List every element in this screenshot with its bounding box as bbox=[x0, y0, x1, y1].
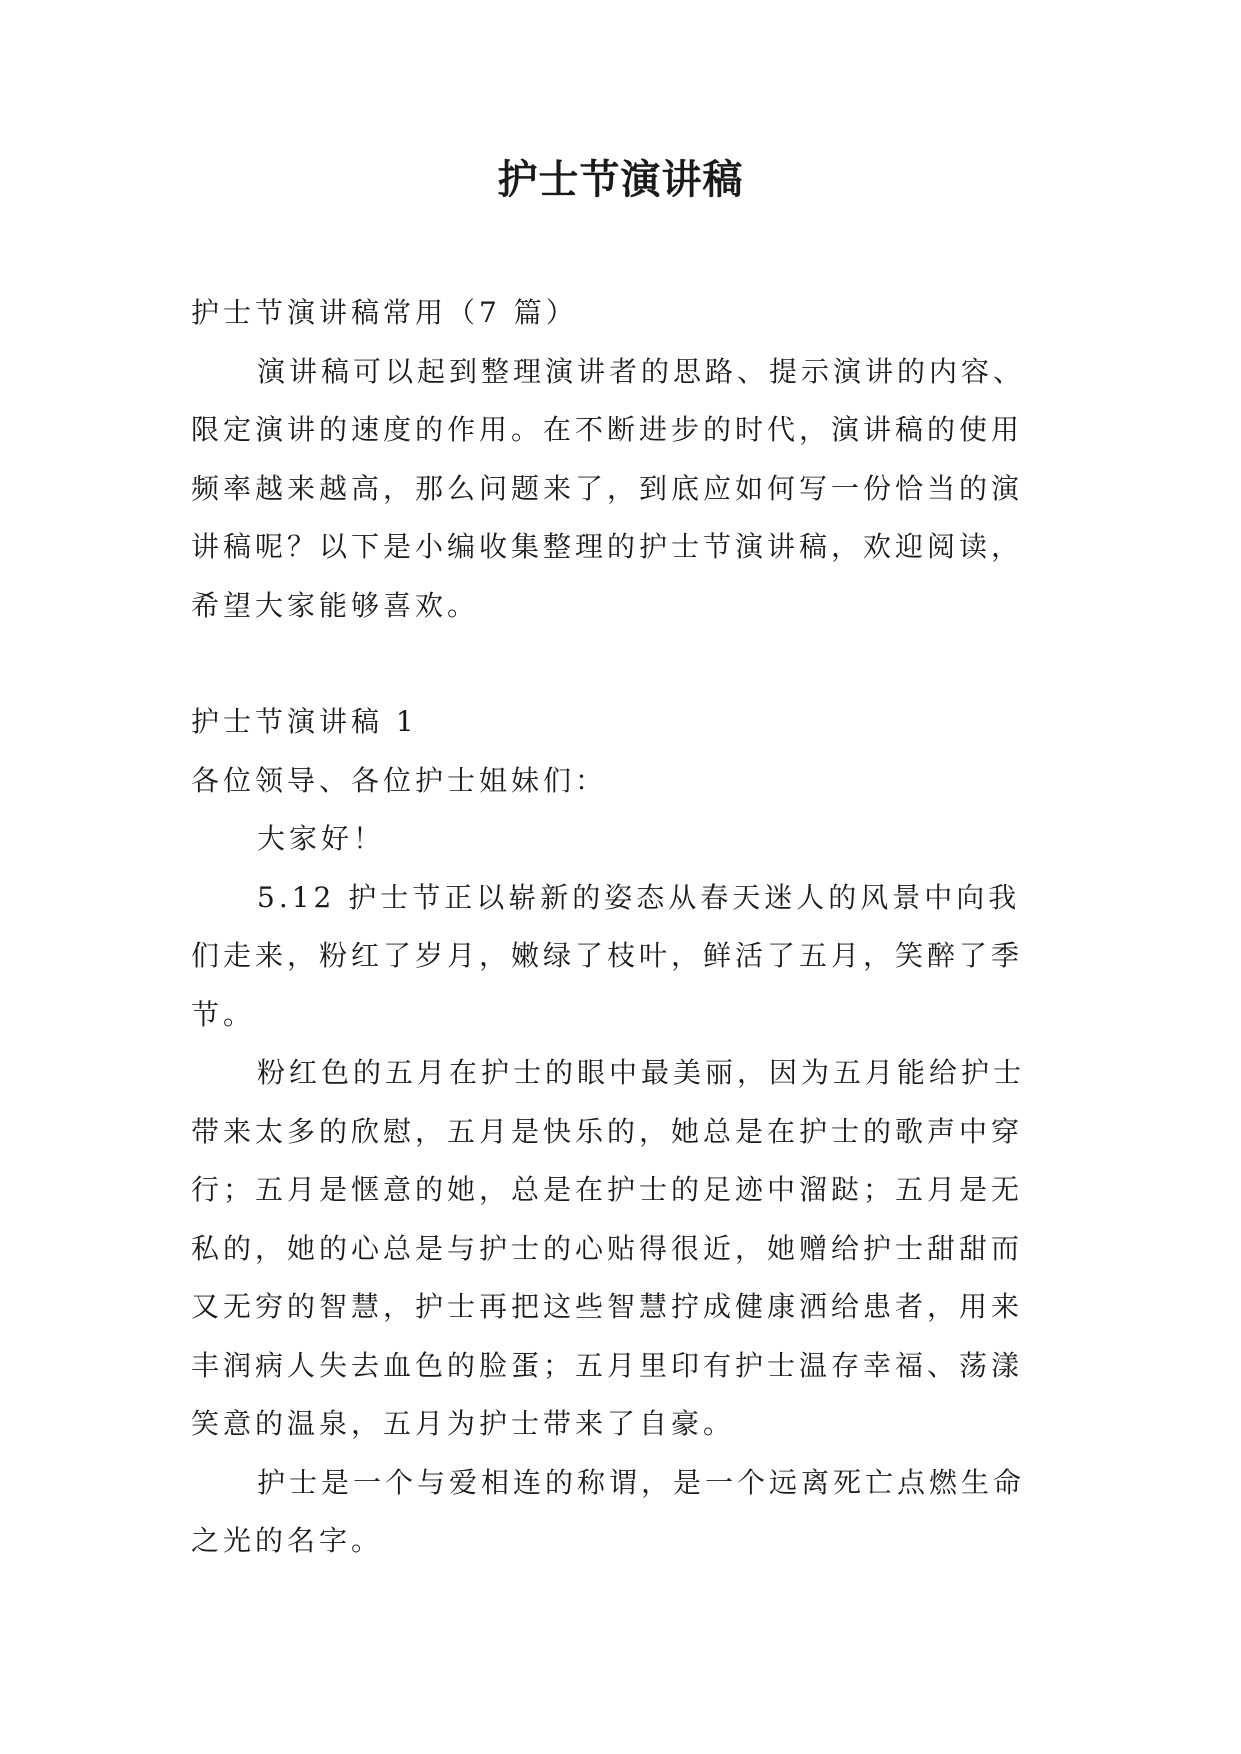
paragraph-line: 之光的名字。 bbox=[191, 1524, 384, 1557]
paragraph-line: 笑意的温泉，五月为护士带来了自豪。 bbox=[191, 1407, 736, 1440]
intro-line: 希望大家能够喜欢。 bbox=[191, 588, 480, 622]
document-title: 护士节演讲稿 bbox=[497, 157, 744, 203]
paragraph-line: 行；五月是惬意的她，总是在护士的足迹中溜跶；五月是无 bbox=[191, 1173, 1024, 1206]
section-heading: 护士节演讲稿 1 bbox=[191, 705, 418, 738]
intro-line: 讲稿呢？以下是小编收集整理的护士节演讲稿，欢迎阅读， bbox=[191, 530, 1024, 563]
paragraph-line: 们走来，粉红了岁月，嫩绿了枝叶，鲜活了五月，笑醉了季 bbox=[191, 939, 1024, 972]
paragraph-line: 丰润病人失去血色的脸蛋；五月里印有护士温存幸福、荡漾 bbox=[191, 1348, 1024, 1382]
paragraph-line: 带来太多的欣慰，五月是快乐的，她总是在护士的歌声中穿 bbox=[191, 1114, 1024, 1148]
paragraph-line: 私的，她的心总是与护士的心贴得很近，她赠给护士甜甜而 bbox=[191, 1231, 1024, 1265]
intro-line: 限定演讲的速度的作用。在不断进步的时代，演讲稿的使用 bbox=[191, 413, 1024, 446]
subtitle-line: 护士节演讲稿常用（7 篇） bbox=[191, 296, 578, 329]
salutation-line: 各位领导、各位护士姐妹们： bbox=[191, 763, 608, 797]
document-body bbox=[191, 284, 1067, 1571]
paragraph-line: 粉红色的五月在护士的眼中最美丽，因为五月能给护士 bbox=[257, 1056, 1026, 1089]
greeting-line: 大家好！ bbox=[257, 822, 386, 855]
paragraph-line: 护士是一个与爱相连的称谓，是一个远离死亡点燃生命 bbox=[257, 1465, 1026, 1499]
intro-line: 演讲稿可以起到整理演讲者的思路、提示演讲的内容、 bbox=[257, 354, 1026, 388]
section-gap bbox=[191, 635, 1067, 693]
intro-line: 频率越来越高，那么问题来了，到底应如何写一份恰当的演 bbox=[191, 471, 1024, 505]
paragraph-line: 5.12 护士节正以崭新的姿态从春天迷人的风景中向我 bbox=[257, 880, 1021, 914]
paragraph-line: 又无穷的智慧，护士再把这些智慧拧成健康洒给患者，用来 bbox=[191, 1290, 1024, 1323]
paragraph-line: 节。 bbox=[191, 997, 256, 1031]
